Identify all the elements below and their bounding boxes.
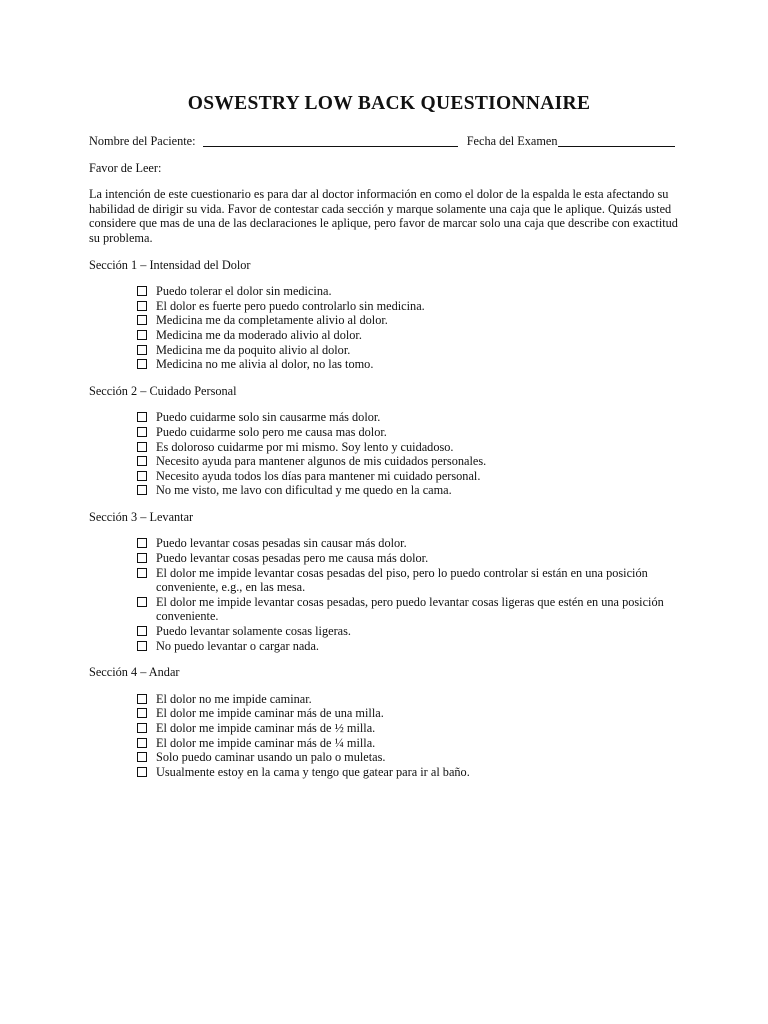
option-item: [137, 721, 679, 736]
option-checkbox[interactable]: [137, 626, 147, 636]
intro-paragraph: La intención de este cuestionario es para dar al doctor información en como el dolor de la espalda le esta afectando su habilidad de dirigir su vida. Favor de contestar cada sección y marque solamente una caja que le aplique. Quizás usted considere que mas de una de las declaraciones le aplique, pero favor de marcar solo una caja que describe con exactitud su problema.: [89, 187, 678, 245]
patient-name-label: Nombre del Paciente:: [89, 134, 196, 148]
option-item: [137, 736, 679, 751]
option-text: Necesito ayuda todos los días para mantener mi cuidado personal.: [156, 468, 481, 483]
option-item: [137, 639, 679, 654]
option-text: No puedo levantar o cargar nada.: [156, 638, 319, 653]
option-text: El dolor me impide levantar cosas pesadas, pero puedo levantar cosas ligeras que estén en una posición conveniente.: [156, 594, 664, 624]
option-checkbox[interactable]: [137, 315, 147, 325]
option-item: [137, 750, 679, 765]
option-checkbox[interactable]: [137, 427, 147, 437]
option-text: El dolor me impide caminar más de una milla.: [156, 706, 384, 721]
exam-date-field[interactable]: [558, 134, 675, 147]
patient-name-field[interactable]: [203, 134, 458, 147]
option-text: El dolor me impide caminar más de ½ milla.: [156, 721, 376, 735]
option-item: [137, 692, 679, 707]
option-checkbox[interactable]: [137, 286, 147, 296]
option-list: [89, 284, 689, 372]
option-checkbox[interactable]: [137, 330, 147, 340]
exam-date-label: Fecha del Examen: [466, 134, 558, 148]
option-checkbox[interactable]: [137, 538, 147, 548]
option-item: [137, 706, 679, 721]
option-text: Puedo levantar cosas pesadas sin causar más dolor.: [156, 536, 407, 551]
option-item: [137, 454, 679, 469]
option-checkbox[interactable]: [137, 301, 147, 311]
option-text: El dolor no me impide caminar.: [156, 691, 312, 706]
option-item: [137, 410, 679, 425]
option-item: [137, 536, 679, 551]
option-checkbox[interactable]: [137, 641, 147, 651]
option-text: Usualmente estoy en la cama y tengo que gatear para ir al baño.: [156, 764, 470, 779]
option-list: [89, 692, 689, 780]
option-text: No me visto, me lavo con dificultad y me quedo en la cama.: [156, 483, 452, 498]
questionnaire-page: [89, 92, 689, 791]
option-text: Solo puedo caminar usando un palo o muletas.: [156, 750, 386, 765]
option-text: Medicina me da moderado alivio al dolor.: [156, 327, 362, 342]
option-text: Es doloroso cuidarme por mi mismo. Soy lento y cuidadoso.: [156, 439, 454, 454]
option-text: El dolor es fuerte pero puedo controlarlo sin medicina.: [156, 298, 425, 313]
section-title: Sección 3 – Levantar: [89, 509, 194, 524]
option-item: [137, 425, 679, 440]
option-text: El dolor me impide levantar cosas pesadas del piso, pero lo puedo controlar si están en una posición conveniente, e.g., en las mesa.: [156, 565, 648, 595]
option-item: [137, 284, 679, 299]
option-item: [137, 328, 679, 343]
option-item: [137, 566, 679, 595]
option-checkbox[interactable]: [137, 456, 147, 466]
option-checkbox[interactable]: [137, 568, 147, 578]
option-checkbox[interactable]: [137, 359, 147, 369]
option-item: [137, 343, 679, 358]
patient-info-line: [89, 134, 689, 149]
option-checkbox[interactable]: [137, 738, 147, 748]
option-item: [137, 469, 679, 484]
read-instruction-label: Favor de Leer:: [89, 160, 162, 175]
option-list: [89, 410, 689, 498]
option-item: [137, 595, 679, 624]
option-text: Medicina me da poquito alivio al dolor.: [156, 342, 351, 357]
option-checkbox[interactable]: [137, 471, 147, 481]
section-title: Sección 2 – Cuidado Personal: [89, 383, 237, 398]
option-checkbox[interactable]: [137, 597, 147, 607]
option-item: [137, 624, 679, 639]
option-checkbox[interactable]: [137, 767, 147, 777]
option-checkbox[interactable]: [137, 708, 147, 718]
option-text: Puedo cuidarme solo sin causarme más dolor.: [156, 410, 381, 425]
option-checkbox[interactable]: [137, 412, 147, 422]
option-item: [137, 313, 679, 328]
option-text: Medicina me da completamente alivio al dolor.: [156, 313, 388, 328]
section-title: Sección 1 – Intensidad del Dolor: [89, 257, 251, 272]
option-checkbox[interactable]: [137, 752, 147, 762]
option-list: [89, 536, 689, 653]
option-text: Necesito ayuda para mantener algunos de mis cuidados personales.: [156, 454, 487, 469]
option-text: Medicina no me alivia al dolor, no las tomo.: [156, 357, 374, 372]
option-item: [137, 357, 679, 372]
option-item: [137, 299, 679, 314]
document-title: OSWESTRY LOW BACK QUESTIONNAIRE: [187, 93, 591, 114]
sections-container: [89, 258, 689, 780]
option-checkbox[interactable]: [137, 485, 147, 495]
option-text: El dolor me impide caminar más de ¼ milla.: [156, 735, 376, 750]
option-checkbox[interactable]: [137, 553, 147, 563]
option-checkbox[interactable]: [137, 694, 147, 704]
option-checkbox[interactable]: [137, 345, 147, 355]
option-text: Puedo levantar solamente cosas ligeras.: [156, 624, 351, 639]
option-text: Puedo cuidarme solo pero me causa mas dolor.: [156, 424, 387, 439]
option-item: [137, 765, 679, 780]
section-title: Sección 4 – Andar: [89, 665, 180, 680]
option-item: [137, 483, 679, 498]
option-item: [137, 551, 679, 566]
option-checkbox[interactable]: [137, 723, 147, 733]
option-checkbox[interactable]: [137, 442, 147, 452]
option-text: Puedo tolerar el dolor sin medicina.: [156, 284, 332, 299]
option-text: Puedo levantar cosas pesadas pero me causa más dolor.: [156, 551, 429, 566]
option-item: [137, 440, 679, 455]
